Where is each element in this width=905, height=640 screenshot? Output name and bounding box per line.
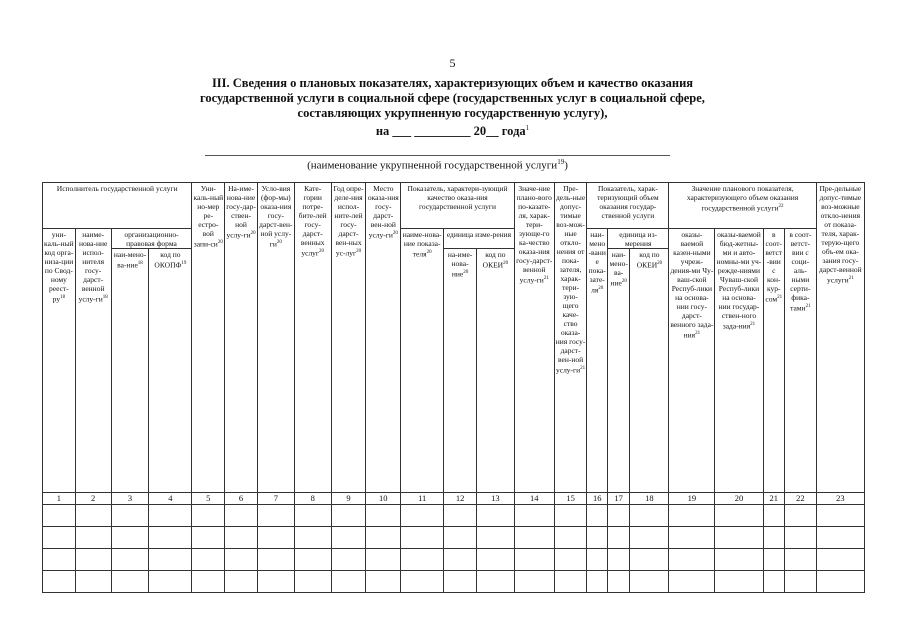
section-title bbox=[140, 76, 765, 139]
column-number: 10 bbox=[366, 493, 401, 505]
header-quality-unit: единица изме-рения bbox=[444, 229, 515, 249]
header-place: Место оказа-ния госу-дарст-вен-ной услу-$ги^{20}$ bbox=[366, 183, 401, 493]
title-line-4: на ___ _________ 20__ года$^1$ bbox=[375, 124, 530, 139]
header-registry-number: Уни-каль-ный но-мер ре-естро-вой запи-$си^{20}$ bbox=[192, 183, 225, 493]
data-row bbox=[43, 549, 865, 571]
column-number: 1 bbox=[43, 493, 76, 505]
header-legal-form: организационно-правовая форма bbox=[111, 229, 192, 249]
column-number: 6 bbox=[225, 493, 258, 505]
header-service-name: На-име-нова-ние госу-дар-ствен-ной услу-$ги^{20}$ bbox=[225, 183, 258, 493]
header-certificates: в соот-ветст-вии с соци-аль-ными серти-фика-тами$^{21}$ bbox=[784, 229, 816, 493]
column-number: 21 bbox=[763, 493, 784, 505]
header-volume-unit: единица из-мерения bbox=[607, 229, 668, 249]
header-legal-form-name: наи-мено-ва-ние$^{18}$ bbox=[111, 249, 149, 493]
column-number: 7 bbox=[257, 493, 294, 505]
column-number: 17 bbox=[607, 493, 630, 505]
title-line-1: III. Сведения о плановых показателях, характеризующих объем и качество оказания bbox=[211, 76, 694, 90]
header-row-middle bbox=[43, 229, 865, 249]
header-executor: Исполнитель государственной услуги bbox=[43, 183, 192, 229]
column-number: 12 bbox=[444, 493, 477, 505]
column-number: 14 bbox=[514, 493, 554, 505]
column-number: 13 bbox=[476, 493, 514, 505]
header-unique-code: уни-каль-ный код орга-низа-ции по Свод-ному реест-$ру^{18}$ bbox=[43, 229, 76, 493]
header-conditions: Усло-вия (фор-мы) оказа-ния госу-дарст-вен-ной услу-$ги^{20}$ bbox=[257, 183, 294, 493]
header-volume-indicator: Показатель, харак-теризующий объем оказания государ-ственной услуги bbox=[587, 183, 669, 229]
header-consumers: Кате-гории потре-бите-лей госу-дарст-венных услуг$^{20}$ bbox=[294, 183, 331, 493]
column-number: 2 bbox=[75, 493, 111, 505]
data-row bbox=[43, 527, 865, 549]
header-volume-values: Значение планового показателя, характеризующего объем оказания государственной услуги$^{22}$ bbox=[669, 183, 816, 229]
header-volume-unit-name: наи-мено-ва-ние$^{20}$ bbox=[607, 249, 630, 493]
indicators-table bbox=[42, 182, 865, 593]
column-number: 22 bbox=[784, 493, 816, 505]
header-quality-unit-name: на-име-нова-ние$^{20}$ bbox=[444, 249, 477, 493]
column-number: 18 bbox=[630, 493, 669, 505]
column-number: 5 bbox=[192, 493, 225, 505]
column-number: 8 bbox=[294, 493, 331, 505]
header-volume-name: наи-мено-вание пока-$зате-ля^{20}$ bbox=[587, 229, 607, 493]
header-competition: в соот-ветст-вии с кон-кур-сом$^{21}$ bbox=[763, 229, 784, 493]
column-number: 9 bbox=[331, 493, 366, 505]
column-number: 3 bbox=[111, 493, 149, 505]
header-quality-name: наиме-нова-ние показа-теля$^{20}$ bbox=[401, 229, 444, 493]
header-volume-limit: Пре-дельные допус-тимые воз-можные откло-нения от показа-теля, харак-терую-щего объ-ем ока-зания госу-дарст-венной услуги$^{21}$ bbox=[816, 183, 864, 493]
header-year: Год опре-деле-ния испол-ните-лей госу-дарст-вен-ных ус-луг$^{20}$ bbox=[331, 183, 366, 493]
column-number: 23 bbox=[816, 493, 864, 505]
header-state-institutions: оказы-ваемой казен-ными учреж-дения-ми Чу-ваш-ской Респуб-лики на основа-нии госу-дарст-венного зада-ния$^{21}$ bbox=[669, 229, 715, 493]
title-line-3: составляющих укрупненную государственную услугу), bbox=[297, 106, 608, 120]
header-executor-name: наиме-нова-ние испол-нителя госу-дарст-венной услу-$ги^{18}$ bbox=[75, 229, 111, 493]
column-number: 20 bbox=[715, 493, 763, 505]
column-number: 15 bbox=[554, 493, 587, 505]
data-row bbox=[43, 571, 865, 593]
header-quality-indicator: Показатель, характери-зующий качество оказа-ния государственной услуги bbox=[401, 183, 515, 229]
header-volume-okei: код по ОКЕИ$^{20}$ bbox=[630, 249, 669, 493]
header-row-top bbox=[43, 183, 865, 229]
title-line-2: государственной услуги в социальной сфере (государственных услуг в социальной сфере, bbox=[200, 91, 705, 105]
header-okopf-code: код по ОКОПФ$^{19}$ bbox=[149, 249, 192, 493]
column-number: 19 bbox=[669, 493, 715, 505]
header-quality-okei: код по ОКЕИ$^{20}$ bbox=[476, 249, 514, 493]
column-number: 16 bbox=[587, 493, 607, 505]
header-quality-limit: Пре-дель-ные допус-тимые воз-мож-ные откло-нения от пока-зателя, харак-тери-зую-щего каче-ство оказа-ния госу-дарст-вен-ной услу-$ги^{21}$ bbox=[554, 183, 587, 493]
column-number: 4 bbox=[149, 493, 192, 505]
column-number-row bbox=[43, 493, 865, 505]
data-row bbox=[43, 505, 865, 527]
service-name-caption: (наименование укрупненной государственной услуги$^{19}$) bbox=[307, 158, 568, 172]
header-quality-value: Значе-ние плано-вого по-казате-ля, харак-тери-зующе-го ка-чество оказа-ния госу-дарст-венной услу-$ги^{21}$ bbox=[514, 183, 554, 493]
header-budget-institutions: оказы-ваемой бюд-жетны-ми и авто-номны-ми уч-режде-ниями Чуваш-ской Респуб-лики на основа-нии государ-ствен-ного зада-ния$^{21}$ bbox=[715, 229, 763, 493]
page-number: 5 bbox=[449, 56, 456, 70]
service-name-underline bbox=[205, 155, 670, 156]
column-number: 11 bbox=[401, 493, 444, 505]
